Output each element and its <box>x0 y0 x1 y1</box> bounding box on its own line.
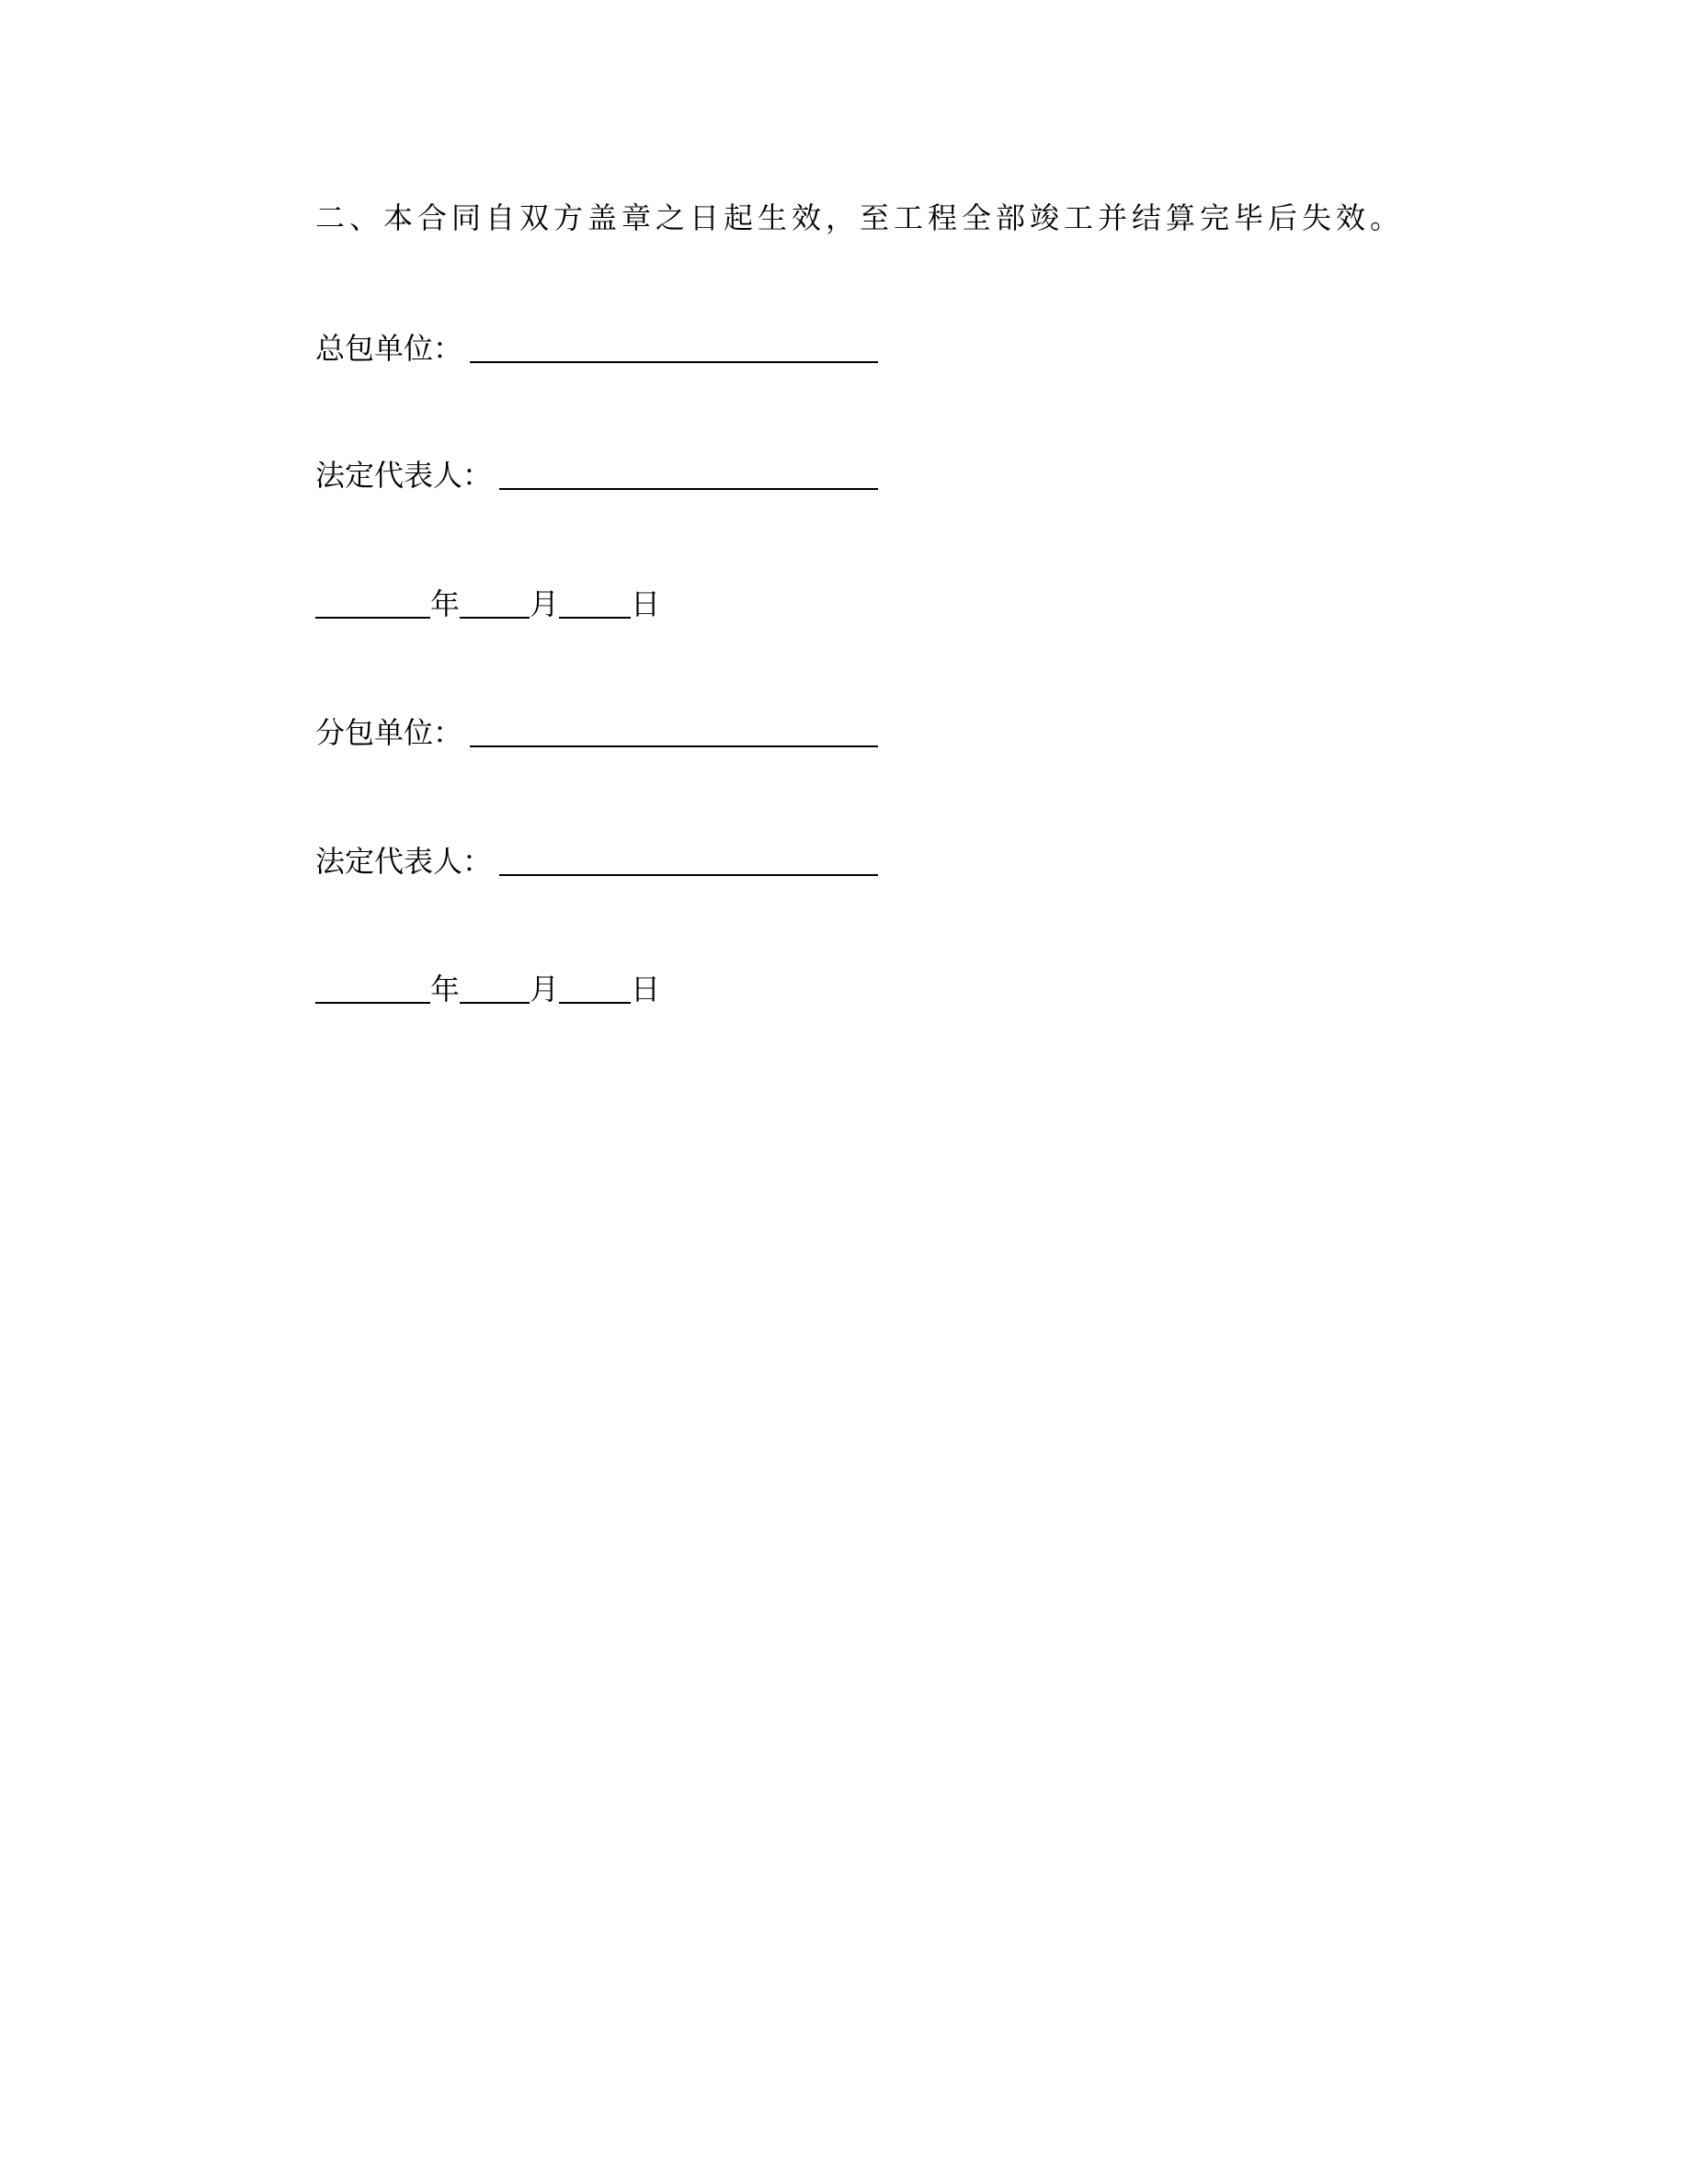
general-contractor-label: 总包单位： <box>315 332 463 365</box>
subcontractor-representative-line <box>315 847 878 876</box>
legal-representative-blank <box>499 847 878 876</box>
subcontractor-date-line <box>315 974 660 1004</box>
month-label: 月 <box>530 587 560 620</box>
month-blank <box>460 589 530 619</box>
day-blank <box>559 974 631 1004</box>
general-contractor-blank <box>470 334 878 363</box>
legal-representative-label: 法定代表人： <box>315 459 493 492</box>
subcontractor-line <box>315 718 878 747</box>
month-blank <box>460 974 530 1004</box>
month-label: 月 <box>530 973 560 1006</box>
legal-representative-label: 法定代表人： <box>315 845 493 878</box>
year-blank <box>315 589 430 619</box>
contract-effectiveness-clause: 二、本合同自双方盖章之日起生效，至工程全部竣工并结算完毕后失效。 <box>315 201 1405 234</box>
general-contractor-date-line <box>315 589 660 619</box>
subcontractor-blank <box>470 718 878 747</box>
subcontractor-label: 分包单位： <box>315 716 463 749</box>
general-contractor-representative-line <box>315 461 878 490</box>
year-blank <box>315 974 430 1004</box>
year-label: 年 <box>430 587 461 620</box>
general-contractor-line <box>315 334 878 363</box>
day-blank <box>559 589 631 619</box>
legal-representative-blank <box>499 461 878 490</box>
day-label: 日 <box>631 973 661 1006</box>
year-label: 年 <box>430 973 461 1006</box>
day-label: 日 <box>631 587 661 620</box>
